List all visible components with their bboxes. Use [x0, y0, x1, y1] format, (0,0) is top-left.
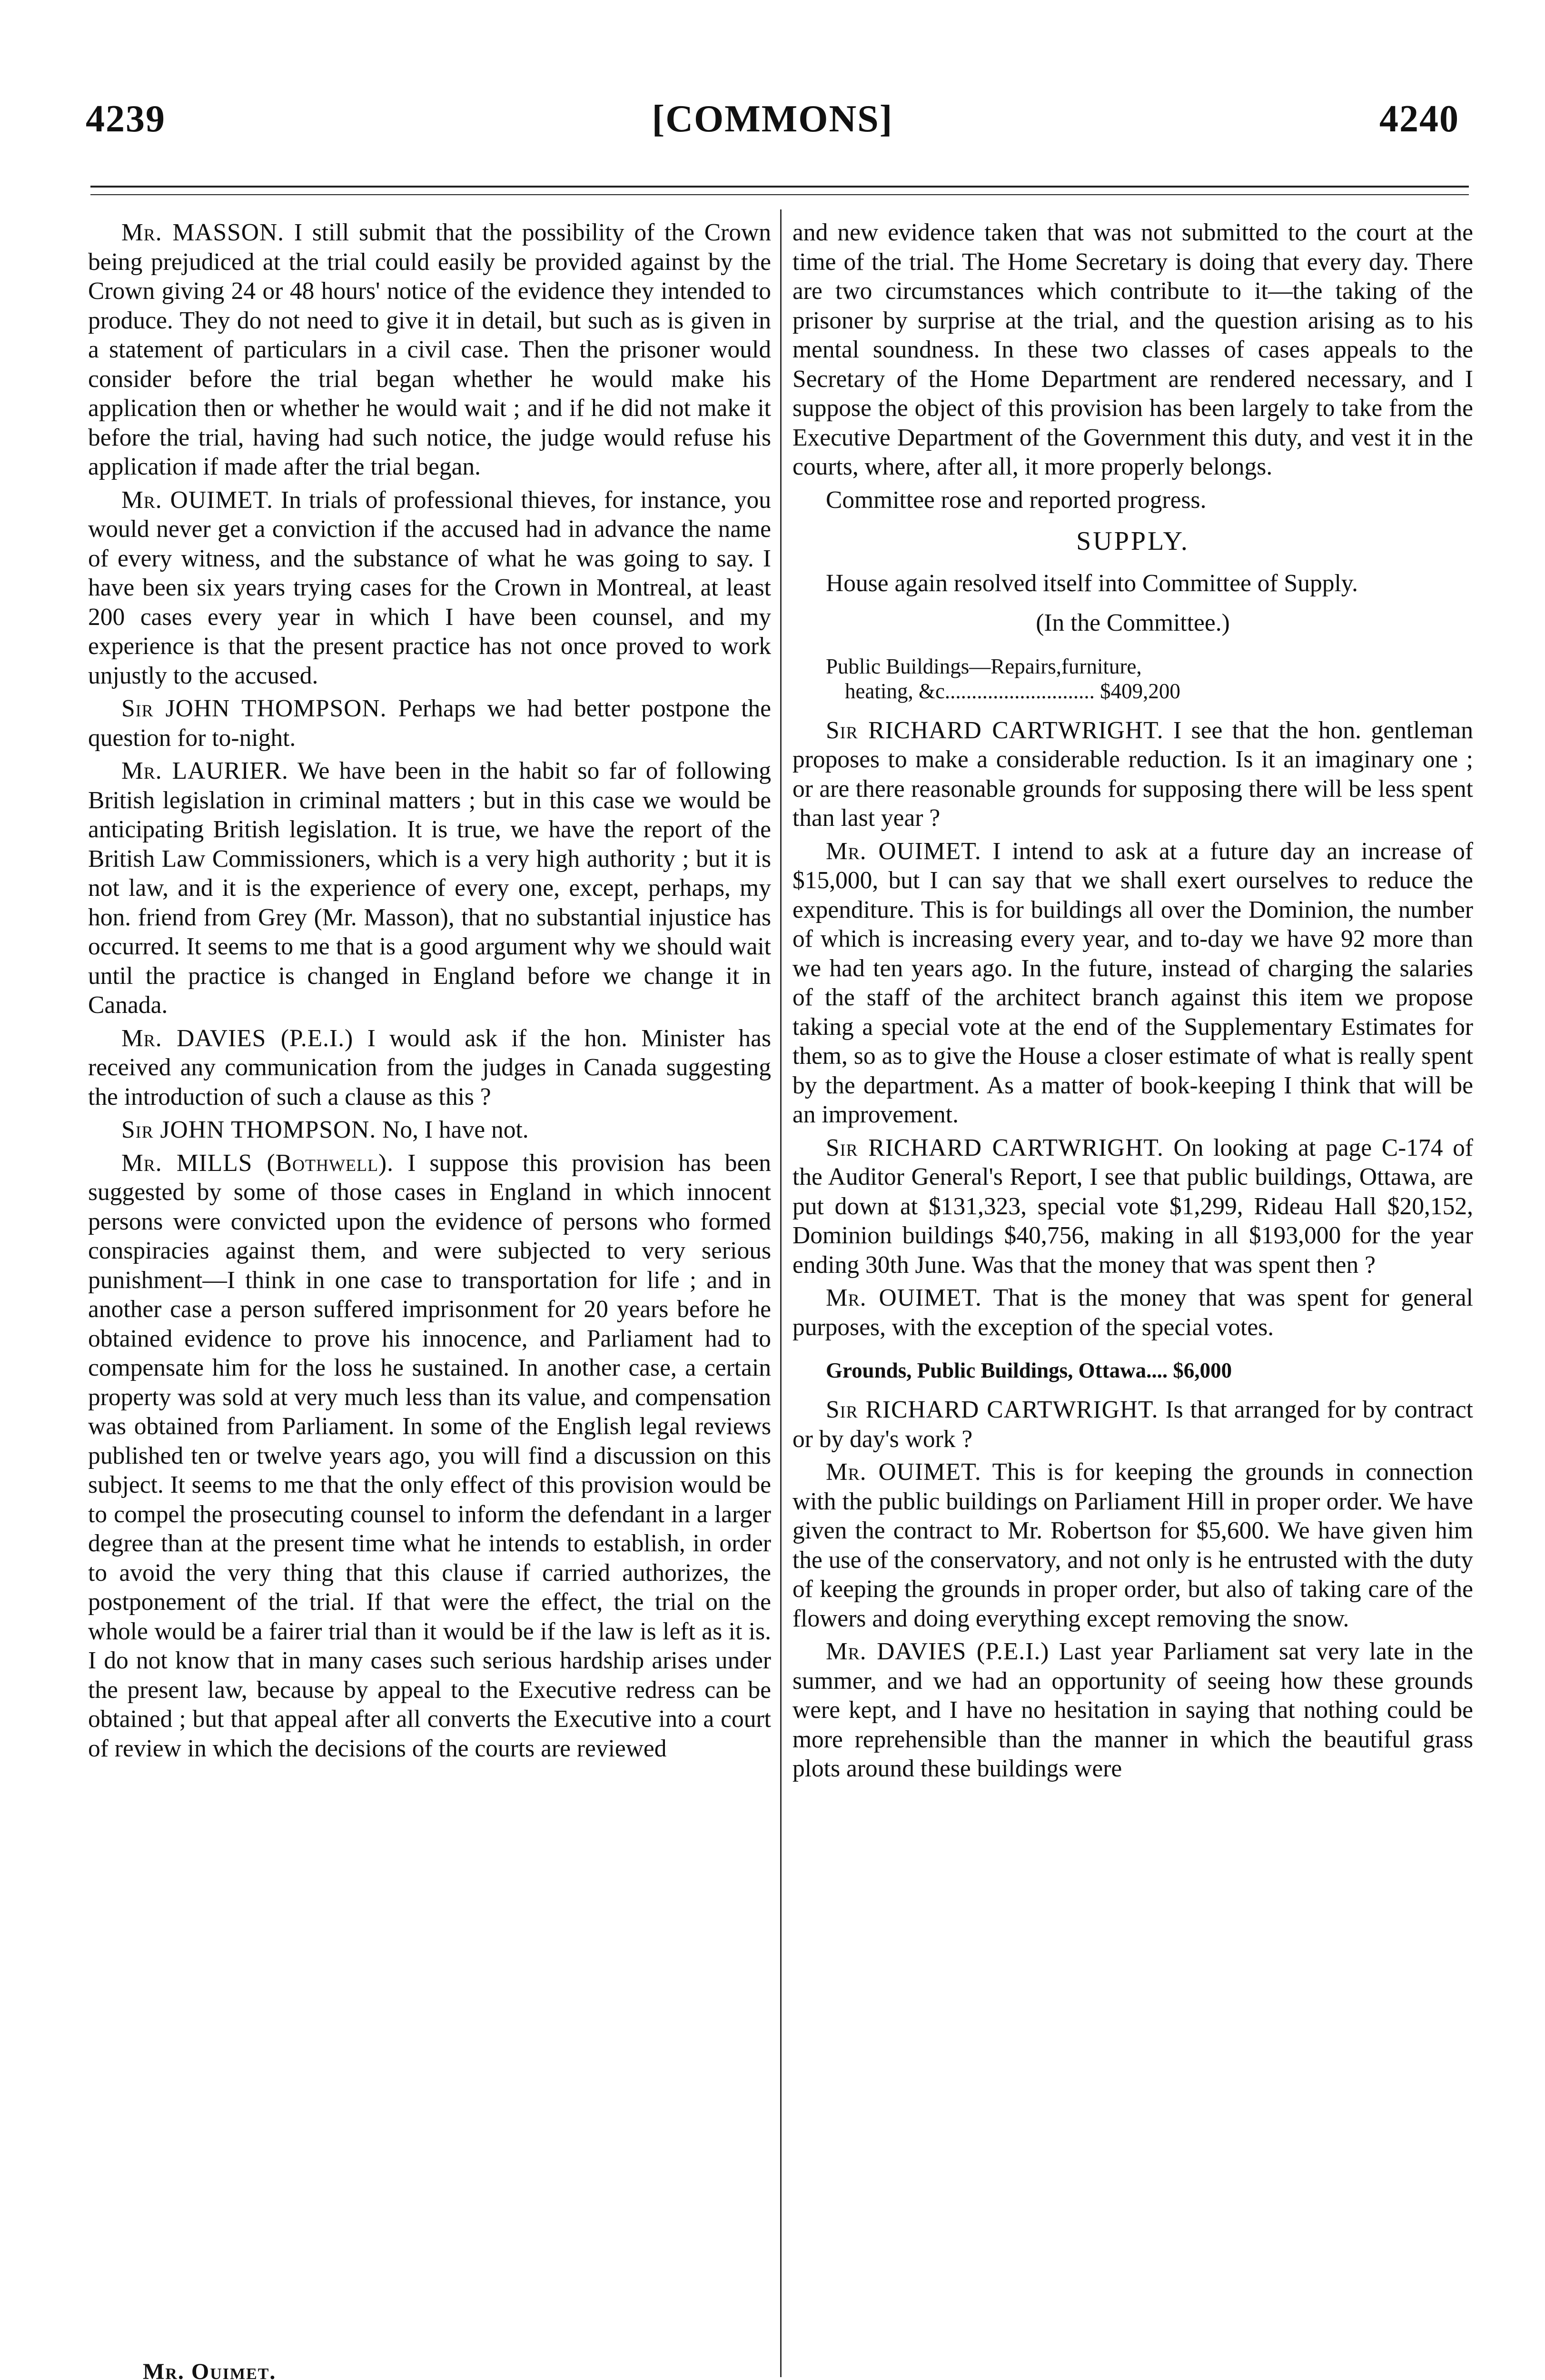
speech-paragraph	[88, 756, 771, 1020]
speaker-name: Mr. MILLS (Bothwell).	[121, 1149, 394, 1177]
speaker-name: Mr. DAVIES (P.E.I.)	[121, 1024, 354, 1052]
speech-paragraph	[88, 218, 771, 482]
speaker-name: Sir RICHARD CARTWRIGHT.	[826, 716, 1164, 744]
left-column	[88, 218, 771, 1767]
speaker-name: Mr. OUIMET.	[826, 1284, 982, 1311]
speech-paragraph	[88, 1024, 771, 1112]
speaker-name: Mr. DAVIES (P.E.I.)	[826, 1638, 1050, 1665]
speech-text: No, I have not.	[382, 1116, 529, 1143]
speech-text: That is the money that was spent for general purposes, with the exception of the special votes.	[792, 1284, 1473, 1341]
speech-text: We have been in the habit so far of following British legislation in criminal matters ; but in this case we would be anticipating British legislation. It is true, we have the report of the British Law Commissioners, which is a very high authority ; but it is not law, and it is the experience of every one, except, perhaps, my hon. friend from Grey (Mr. Masson), that no substantial injustice has occurred. It seems to me that is a good argument why we should wait until the practice is changed in England before we change it in Canada.	[88, 757, 771, 1019]
speaker-name: Mr. OUIMET.	[121, 486, 273, 514]
speaker-name: Sir JOHN THOMPSON.	[121, 1116, 376, 1143]
speech-paragraph	[88, 694, 771, 753]
in-committee-note: (In the Committee.)	[1036, 609, 1230, 636]
speech-paragraph	[792, 1637, 1473, 1784]
header-rule-thick	[90, 186, 1469, 188]
speech-text: Is that arranged for by contract or by day's work ?	[792, 1396, 1473, 1453]
speech-paragraph	[792, 716, 1473, 833]
speaker-name: Sir JOHN THOMPSON.	[121, 695, 387, 722]
page-header	[48, 98, 1497, 150]
speech-text: This is for keeping the grounds in connection with the public buildings on Parliament Hill in proper order. We have given the contract to Mr. Robertson for $5,600. We have given him the use of the conservatory, and not only is he entrusted with the duty of keeping the grounds in proper order, but also of taking care of the flowers and doing everything except removing the snow.	[792, 1458, 1473, 1632]
speech-text: I still submit that the possibility of the Crown being prejudiced at the trial could easily be provided against by the Crown giving 24 or 48 hours' notice of the evidence they intended to produce. They do not need to give it in detail, but such as is given in a statement of particulars in a civil case. Then the prisoner would consider before the trial began whether he would make his application then or whether he would wait ; and if he did not make it before the trial, having had such notice, the judge would refuse his application if made after the trial began.	[88, 219, 771, 480]
speech-text: I would ask if the hon. Minister has received any communication from the judges in Canada suggesting the introduction of such a clause as this ?	[88, 1024, 772, 1111]
right-column	[792, 218, 1473, 1787]
speaker-name: Sir RICHARD CARTWRIGHT.	[826, 1134, 1164, 1161]
speech-paragraph	[792, 1395, 1473, 1454]
estimate-item-public-buildings	[792, 654, 1473, 704]
speech-text: In trials of professional thieves, for instance, you would never get a conviction if the accused had in advance the name of every witness, and the substance of what he was going to say. I have been six years trying cases for the Crown in Montreal, at least 200 cases every year in which I have been counsel, and my experience is that the present practice has not once proved to work unjustly to the accused.	[88, 486, 771, 689]
speech-paragraph	[792, 1133, 1473, 1280]
speech-paragraph	[88, 486, 771, 691]
speech-text: On looking at page C-174 of the Auditor General's Report, I see that public buildings, Ottawa, are put down at $131,323, special vote $1,299, Rideau Hall $20,152, Dominion buildings $40,756, making in all $193,000 for the year ending 30th June. Was that the money that was spent then ?	[792, 1134, 1473, 1279]
speech-paragraph	[792, 1283, 1473, 1342]
speech-text: Perhaps we had better postpone the question for to-night.	[88, 695, 771, 752]
speech-paragraph	[792, 1458, 1473, 1633]
committee-rose-note: Committee rose and reported progress.	[826, 486, 1207, 514]
speech-paragraph	[88, 1149, 771, 1764]
page-number-right: 4240	[1379, 98, 1459, 140]
estimate-item-grounds: Grounds, Public Buildings, Ottawa.... $6,000	[826, 1359, 1232, 1382]
speech-text: I see that the hon. gentleman proposes to make a considerable reduction. Is it an imaginary one ; or are there reasonable grounds for supposing there will be less spent than last year ?	[792, 716, 1473, 832]
speech-text: I intend to ask at a future day an increase of $15,000, but I can say that we shall exert ourselves to reduce the expenditure. This is for buildings all over the Dominion, the number of which is increasing every year, and to-day we have 92 more than we had ten years ago. In the future, instead of charging the salaries of the staff of the architect branch against this item we propose taking a special vote at the end of the Supplementary Estimates for them, so as to give the House a closer estimate of what is really spent by the department. As a matter of book-keeping I think that will be an improvement.	[792, 837, 1474, 1128]
continuation-paragraph: and new evidence taken that was not submitted to the court at the time of the trial. The Home Secretary is doing that every day. There are two circumstances which contribute to it—the taking of the prisoner by surprise at the trial, and the question arising as to his mental soundness. In these two classes of cases appeals to the Secretary of the Home Department are rendered necessary, and I suppose the object of this provision has been largely to take from the Executive Department of the Government this duty, and vest it in the courts, where, after all, it more properly belongs.	[792, 219, 1473, 480]
speaker-name: Mr. LAURIER.	[121, 757, 288, 784]
speaker-name: Mr. OUIMET.	[826, 1458, 981, 1486]
column-divider	[780, 209, 782, 2377]
page-title: [COMMONS]	[652, 98, 893, 140]
house-resolved-note: House again resolved itself into Committee of Supply.	[826, 569, 1358, 597]
estimate-item-line: heating, &c............................ $409,200	[845, 679, 1180, 703]
speaker-name: Sir RICHARD CARTWRIGHT.	[826, 1396, 1159, 1423]
header-rule-thin	[90, 194, 1469, 195]
estimate-item-line: Public Buildings—Repairs,furniture,	[826, 654, 1142, 678]
speaker-name: Mr. OUIMET.	[826, 837, 981, 865]
section-title: SUPPLY.	[1076, 526, 1189, 556]
speech-text: Last year Parliament sat very late in the summer, and we had an opportunity of seeing how these grounds were kept, and I have no hesitation in saying that nothing could be more reprehensible than the manner in which the beautiful grass plots around these buildings were	[792, 1638, 1473, 1782]
speaker-name: Mr. MASSON.	[121, 219, 285, 246]
footer-speaker-name: Mr. Ouimet.	[143, 2359, 277, 2380]
page-number-left: 4239	[86, 98, 166, 140]
speech-paragraph	[88, 1115, 771, 1145]
speech-paragraph	[792, 837, 1473, 1130]
speech-text: I suppose this provision has been suggested by some of those cases in England in which innocent persons were convicted upon the evidence of persons who formed conspiracies against them, and were subjected to very serious punishment—I think in one case to transportation for life ; and in another case a person suffered imprisonment for 20 years before he obtained evidence to prove his innocence, and Parliament had to compensate him for the loss he sustained. In another case, a certain property was sold at very much less than its value, and compensation was obtained from Parliament. In some of the English legal reviews published ten or twelve years ago, you will find a discussion on this subject. It seems to me that the only effect of this provision would be to compel the prosecuting counsel to inform the defendant in a larger degree than at the present time what he intends to establish, in order to avoid the very thing that this clause if carried authorizes, the postponement of the trial. If that were the effect, the trial on the whole would be a fairer trial than it would be if the law is left as it is. I do not know that in many cases such serious hardship arises under the present law, because by appeal to the Executive redress can be obtained ; but that appeal after all converts the Executive into a court of review in which the decisions of the courts are reviewed	[88, 1149, 772, 1762]
